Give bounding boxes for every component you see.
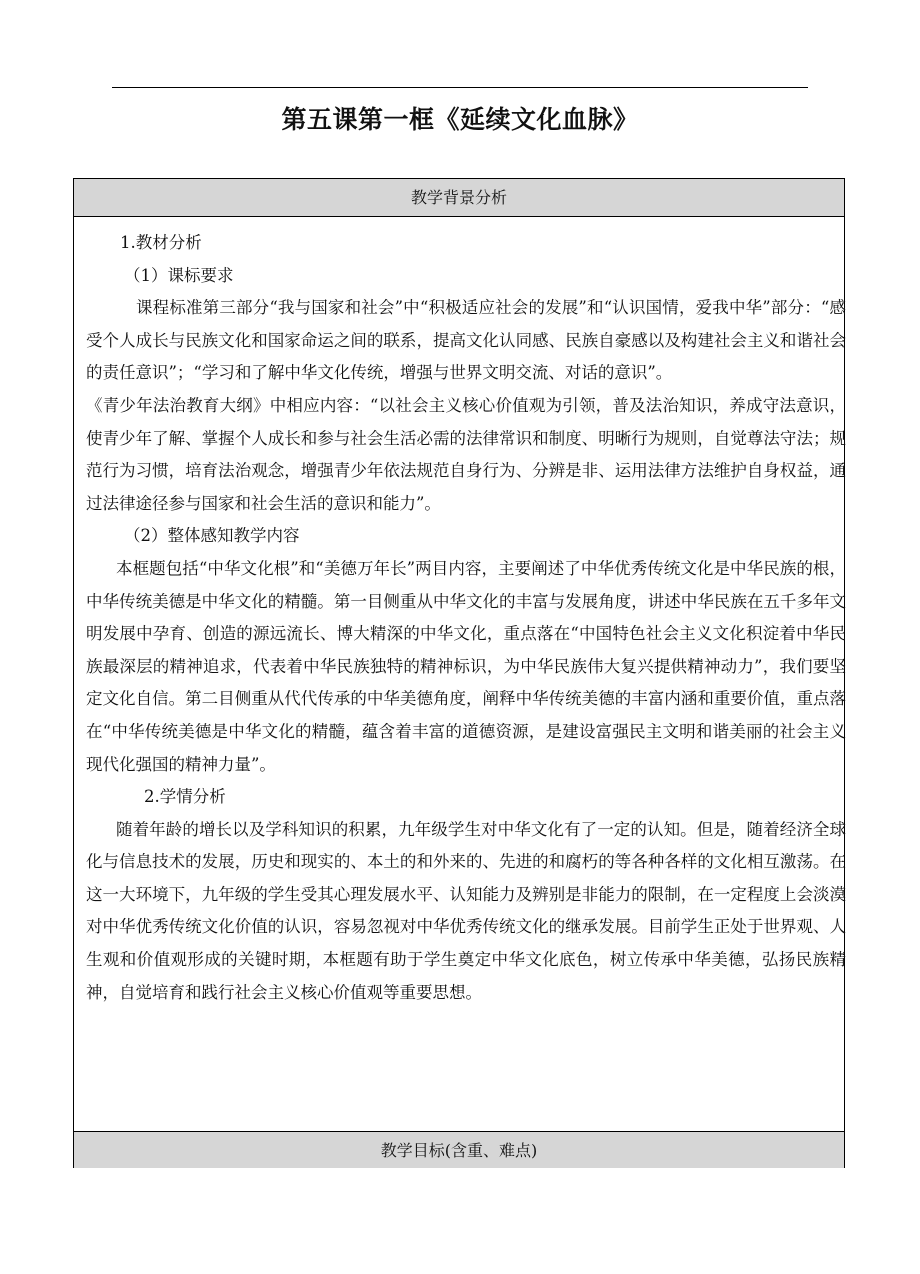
background-analysis-content (86, 227, 846, 1009)
paragraph-student-analysis: 随着年龄的增长以及学科知识的积累，九年级学生对中华文化有了一定的认知。但是，随着经济全球化与信息技术的发展，历史和现实的、本土的和外来的、先进的和腐朽的等各种各样的文化相互激荡。在这一大环境下，九年级的学生受其心理发展水平、认知能力及辨别是非能力的限制，在一定程度上会淡漠对中华优秀传统文化价值的认识，容易忽视对中华优秀传统文化的继承发展。目前学生正处于世界观、人生观和价值观形成的关键时期，本框题有助于学生奠定中华文化底色，树立传承中华美德，弘扬民族精神，自觉培育和践行社会主义核心价值观等重要思想。 (86, 819, 846, 1002)
subheading-overall-content: （2）整体感知教学内容 (124, 526, 300, 546)
paragraph-content-overview: 本框题包括“中华文化根”和“美德万年长”两目内容，主要阐述了中华优秀传统文化是中华民族的根，中华传统美德是中华文化的精髓。第一目侧重从中华文化的丰富与发展角度，讲述中华民族在五千多年文明发展中孕育、创造的源远流长、博大精深的中华文化，重点落在“中国特色社会主义文化积淀着中华民族最深层的精神追求，代表着中华民族独特的精神标识，为中华民族伟大复兴提供精神动力”，我们要坚定文化自信。第二目侧重从代代传承的中华美德角度，阐释中华传统美德的丰富内涵和重要价值，重点落在“中华传统美德是中华文化的精髓，蕴含着丰富的道德资源，是建设富强民主文明和谐美丽的社会主义现代化强国的精神力量”。 (86, 558, 846, 774)
section-header-goals: 教学目标(含重、难点) (74, 1131, 844, 1168)
subheading-curriculum-requirements: （1）课标要求 (124, 265, 234, 285)
page-title: 第五课第一框《延续文化血脉》 (281, 105, 639, 134)
section-header-background: 教学背景分析 (74, 179, 844, 217)
paragraph-legal-education-outline: 《青少年法治教育大纲》中相应内容：“以社会主义核心价值观为引领，普及法治知识，养成守法意识，使青少年了解、掌握个人成长和参与社会生活必需的法律常识和制度、明晰行为规则，自觉尊法守法；规范行为习惯，培育法治观念，增强青少年依法规范自身行为、分辨是非、运用法律方法维护自身权益，通过法律途径参与国家和社会生活的意识和能力”。 (86, 395, 846, 513)
lesson-plan-table (73, 178, 845, 1168)
heading-student-analysis: 2.学情分析 (144, 787, 226, 807)
heading-textbook-analysis: 1.教材分析 (120, 233, 202, 252)
header-rule (112, 87, 808, 88)
paragraph-curriculum-standard: 课程标准第三部分“我与国家和社会”中“积极适应社会的发展”和“认识国情，爱我中华”部分：“感受个人成长与民族文化和国家命运之间的联系，提高文化认同感、民族自豪感以及构建社会主义和谐社会的责任意识”；“学习和了解中华文化传统，增强与世界文明交流、对话的意识”。 (86, 298, 846, 383)
